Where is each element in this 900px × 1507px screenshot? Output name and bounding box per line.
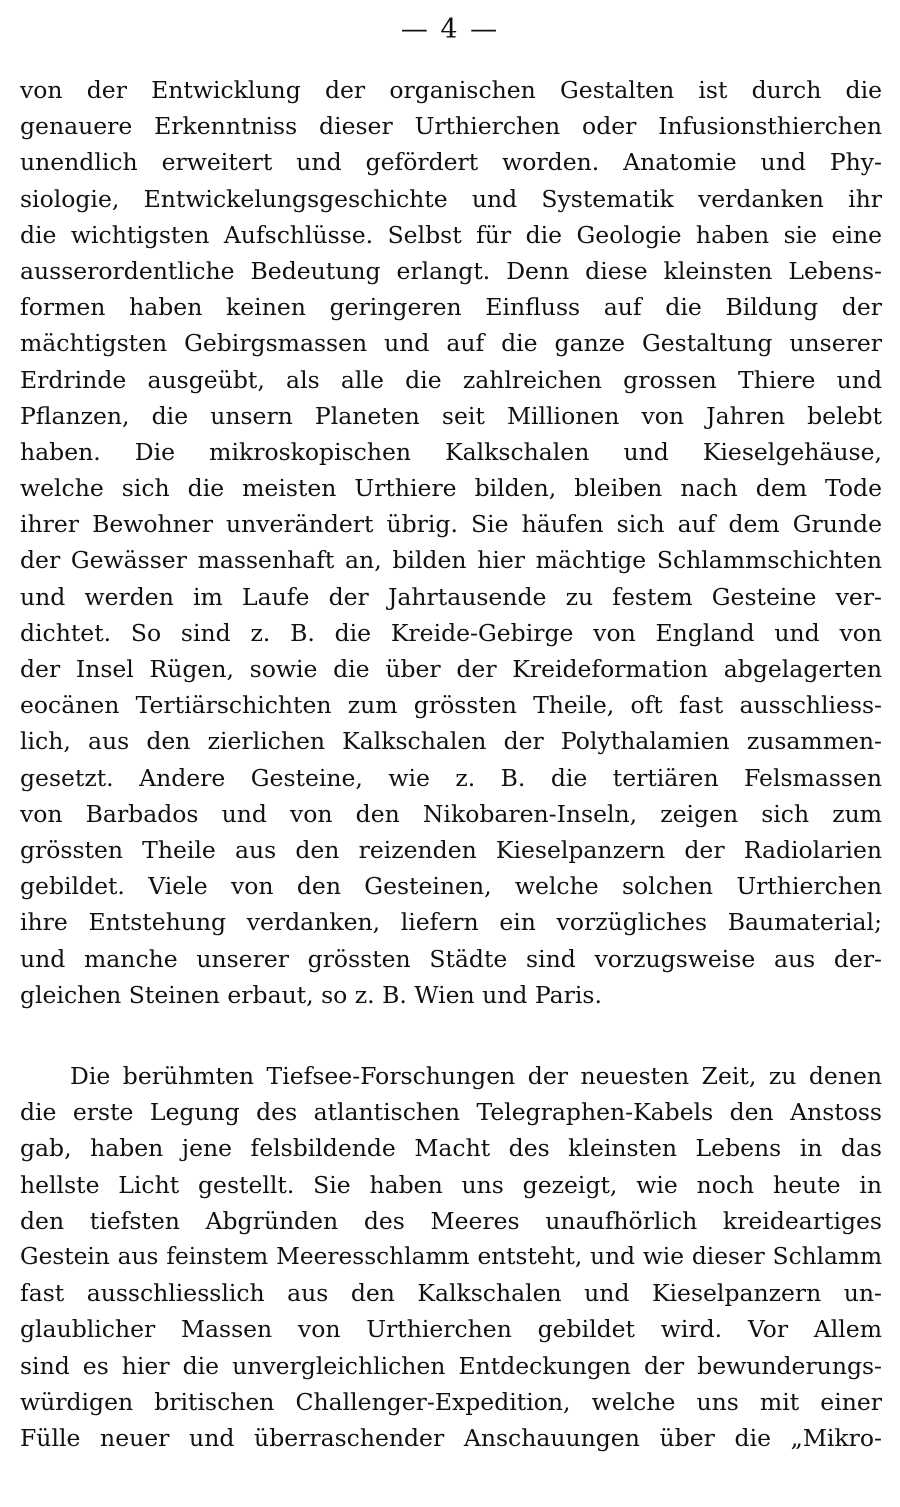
- text-line: lich, aus den zierlichen Kalkschalen der Polythalamien zusammen-: [20, 727, 882, 756]
- text-line: und werden im Laufe der Jahrtausende zu festem Gesteine ver-: [20, 582, 882, 611]
- paragraph-2: [20, 1058, 882, 1456]
- text-line: gleichen Steinen erbaut, so z. B. Wien und Paris.: [20, 980, 602, 1009]
- text-line: der Gewässer massenhaft an, bilden hier mächtige Schlammschichten: [20, 546, 882, 575]
- text-line: sind es hier die unvergleichlichen Entdeckungen der bewunderungs-: [20, 1351, 882, 1380]
- text-line: Gestein aus feinstem Meeresschlamm entsteht, und wie dieser Schlamm: [20, 1242, 882, 1270]
- text-line: die wichtigsten Aufschlüsse. Selbst für die Geologie haben sie eine: [20, 220, 882, 249]
- text-line: den tiefsten Abgründen des Meeres unaufhörlich kreideartiges: [20, 1206, 882, 1235]
- text-line: Erdrinde ausgeübt, als alle die zahlreichen grossen Thiere und: [20, 365, 882, 394]
- text-line: die erste Legung des atlantischen Telegraphen-Kabels den Anstoss: [20, 1098, 882, 1127]
- text-line: Fülle neuer und überraschender Anschauungen über die „Mikro-: [20, 1423, 882, 1452]
- text-line: dichtet. So sind z. B. die Kreide-Gebirge von England und von: [20, 618, 882, 647]
- text-line: formen haben keinen geringeren Einfluss auf die Bildung der: [20, 293, 882, 322]
- text-line: würdigen britischen Challenger-Expedition, welche uns mit einer: [20, 1387, 882, 1416]
- text-line: Pflanzen, die unsern Planeten seit Millionen von Jahren belebt: [20, 401, 882, 430]
- text-line: eocänen Tertiärschichten zum grössten Theile, oft fast ausschliess-: [20, 691, 882, 720]
- text-line: ihrer Bewohner unverändert übrig. Sie häufen sich auf dem Grunde: [20, 510, 882, 539]
- text-line: von Barbados und von den Nikobaren-Inseln, zeigen sich zum: [20, 799, 882, 828]
- text-line: glaublicher Massen von Urthierchen gebildet wird. Vor Allem: [20, 1315, 882, 1344]
- text-line: ausserordentliche Bedeutung erlangt. Denn diese kleinsten Lebens-: [20, 256, 882, 285]
- page-number: — 4 —: [400, 14, 500, 45]
- text-line: fast ausschliesslich aus den Kalkschalen und Kieselpanzern un-: [20, 1279, 882, 1308]
- text-line: haben. Die mikroskopischen Kalkschalen und Kieselgehäuse,: [20, 437, 882, 466]
- text-line: mächtigsten Gebirgsmassen und auf die ganze Gestaltung unserer: [20, 329, 882, 358]
- text-line: siologie, Entwickelungsgeschichte und Systematik verdanken ihr: [20, 184, 882, 213]
- text-line: der Insel Rügen, sowie die über der Kreideformation abgelagerten: [20, 655, 882, 683]
- text-line: gab, haben jene felsbildende Macht des kleinsten Lebens in das: [20, 1134, 882, 1163]
- text-line: von der Entwicklung der organischen Gestalten ist durch die: [20, 76, 882, 104]
- text-line: hellste Licht gestellt. Sie haben uns gezeigt, wie noch heute in: [20, 1170, 882, 1199]
- text-line: genauere Erkenntniss dieser Urthierchen oder Infusionsthierchen: [20, 112, 882, 141]
- text-line: gebildet. Viele von den Gesteinen, welche solchen Urthierchen: [20, 872, 882, 901]
- text-line: ihre Entstehung verdanken, liefern ein vorzügliches Baumaterial;: [20, 908, 882, 937]
- paragraph-1: [20, 72, 882, 1013]
- text-line: und manche unserer grössten Städte sind vorzugsweise aus der-: [20, 944, 882, 973]
- text-line: welche sich die meisten Urthiere bilden, bleiben nach dem Tode: [20, 474, 882, 503]
- text-line: gesetzt. Andere Gesteine, wie z. B. die tertiären Felsmassen: [20, 763, 882, 792]
- text-line: grössten Theile aus den reizenden Kieselpanzern der Radiolarien: [20, 835, 882, 864]
- text-line: unendlich erweitert und gefördert worden. Anatomie und Phy-: [20, 148, 882, 177]
- text-line: Die berühmten Tiefsee-Forschungen der neuesten Zeit, zu denen: [70, 1062, 882, 1090]
